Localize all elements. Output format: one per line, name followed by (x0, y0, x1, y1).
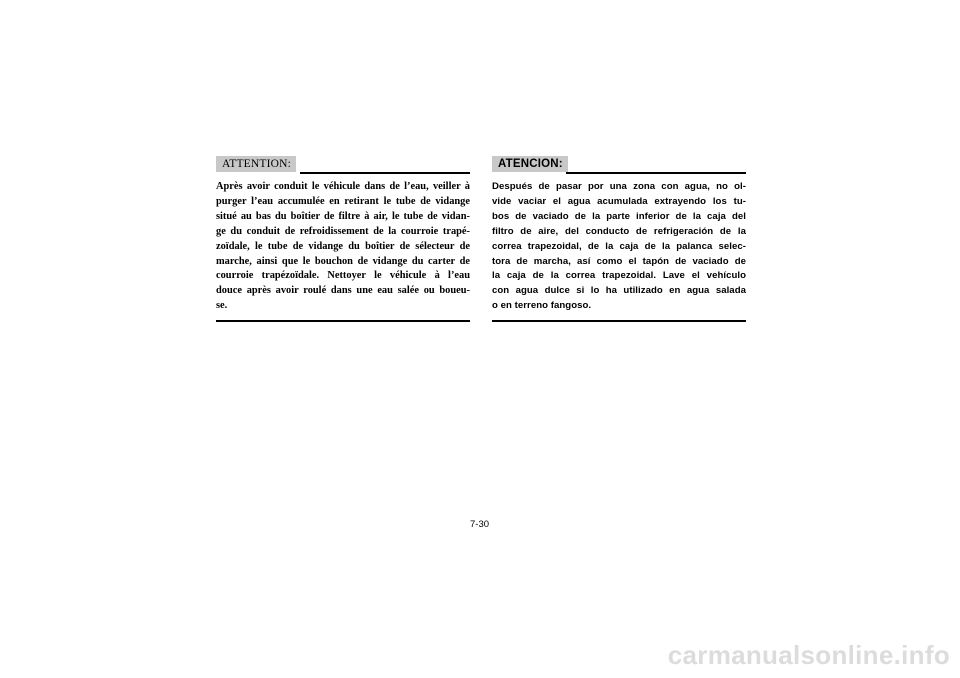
text-line: zoïdale, le tube de vidange du boîtier de sélecteur de (216, 240, 470, 252)
text-line: se. (216, 300, 228, 312)
page-number: 7-30 (470, 519, 490, 530)
notice-header (216, 156, 470, 173)
notice-text (216, 180, 470, 314)
text-line: vide vaciar el agua acumulada extrayendo los tu- (492, 195, 746, 207)
footer-rule (492, 320, 746, 322)
header-rule (566, 172, 746, 174)
text-line: bos de vaciado de la parte inferior de la caja del (492, 210, 746, 222)
text-line: tora de marcha, así como el tapón de vaciado de (492, 255, 746, 267)
notice-header (492, 156, 746, 173)
header-rule (300, 172, 470, 174)
atencion-label: ATENCION: (492, 156, 568, 172)
attention-label: ATTENTION: (216, 156, 296, 172)
text-line: douce après avoir roulé dans une eau salée ou boueu- (216, 285, 470, 297)
text-line: purger l’eau accumulée en retirant le tube de vidange (216, 195, 470, 207)
text-line: la caja de la correa trapezoidal. Lave el vehículo (492, 270, 746, 282)
text-line: Después de pasar por una zona con agua, no ol- (492, 181, 746, 192)
notice-text (492, 180, 746, 314)
text-line: courroie trapézoïdale. Nettoyer le véhicule à l’eau (216, 270, 470, 282)
text-line: o en terreno fangoso. (492, 300, 592, 312)
attention-notice-french (216, 156, 470, 322)
watermark: carmanualsonline.info (667, 640, 950, 670)
attention-notice-spanish (492, 156, 746, 322)
text-line: situé au bas du boîtier de filtre à air, le tube de vidan- (216, 210, 470, 222)
text-line: filtro de aire, del conducto de refrigeración de la (492, 225, 746, 237)
footer-rule (216, 320, 470, 322)
text-line: ge du conduit de refroidissement de la courroie trapé- (216, 225, 470, 237)
text-line: con agua dulce si lo ha utilizado en agua salada (492, 285, 746, 297)
text-line: marche, ainsi que le bouchon de vidange du carter de (216, 255, 470, 267)
text-line: Après avoir conduit le véhicule dans de l’eau, veiller à (216, 181, 470, 192)
text-line: correa trapezoidal, de la caja de la palanca selec- (492, 240, 746, 252)
